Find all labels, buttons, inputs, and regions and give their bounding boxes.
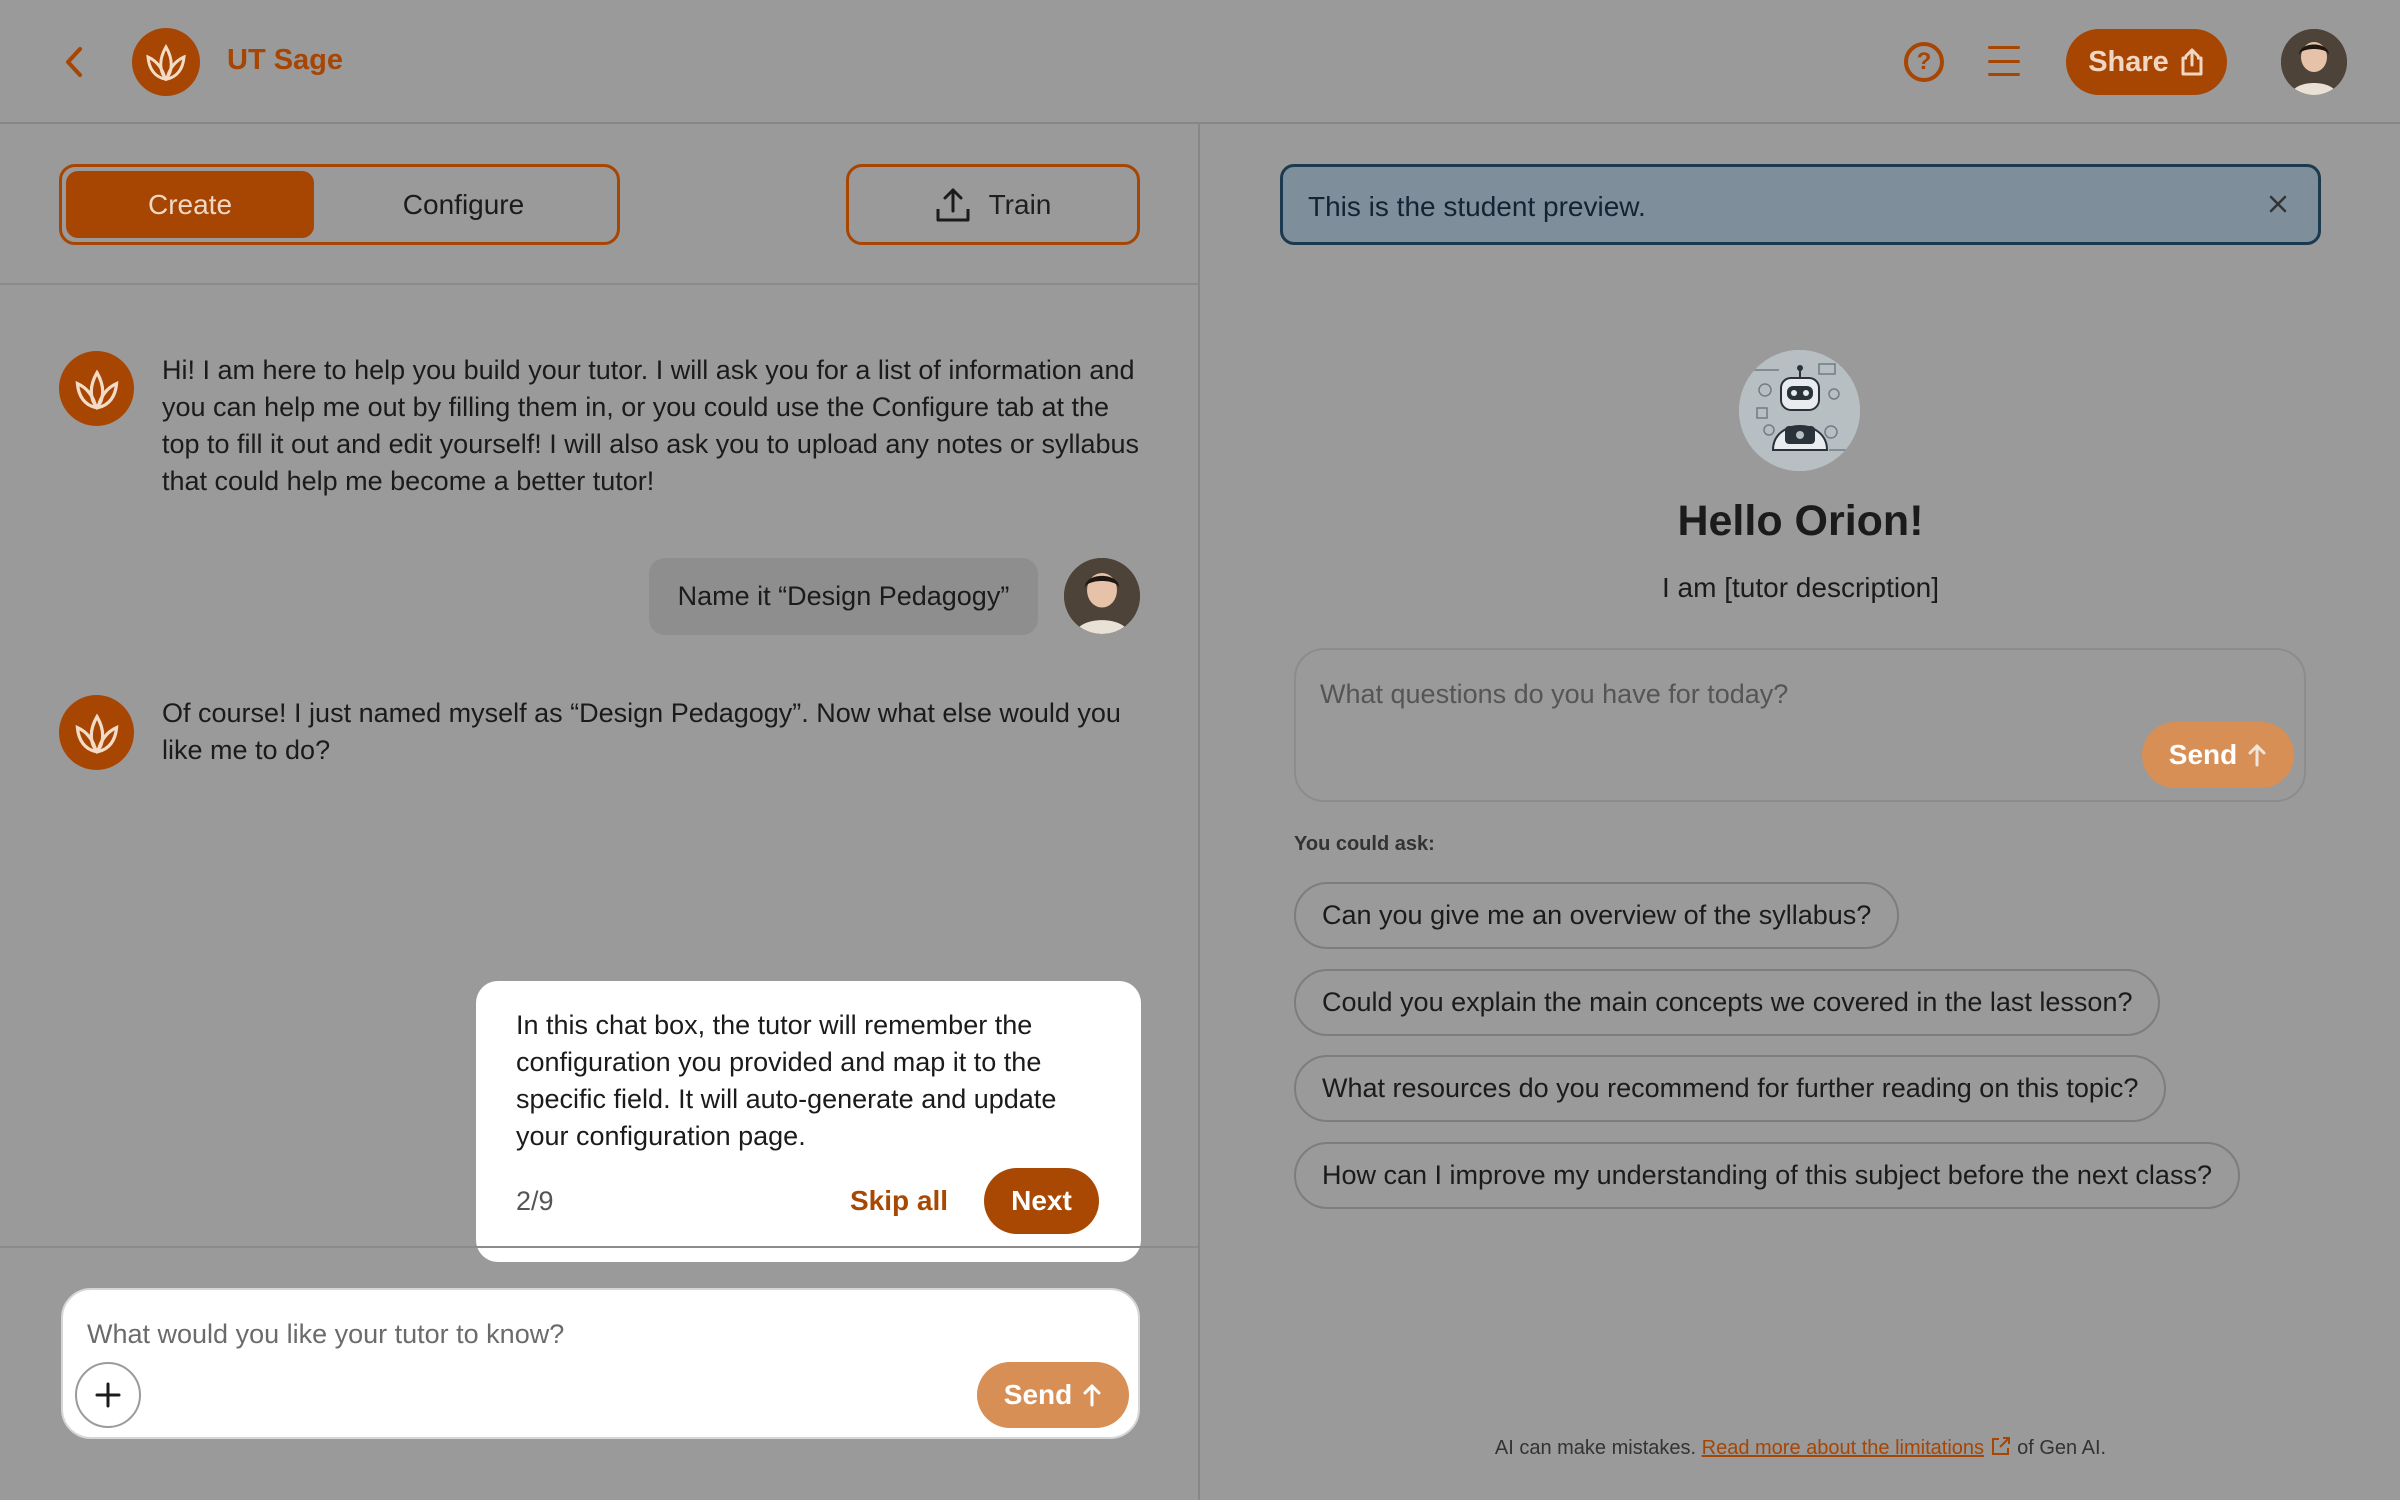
- close-icon: [2268, 194, 2288, 214]
- send-button[interactable]: [977, 1362, 1129, 1428]
- user-photo-icon: [1064, 558, 1140, 634]
- student-composer: [1294, 648, 2306, 802]
- question-circle-icon: ?: [1916, 48, 1932, 75]
- tutor-avatar: [1739, 350, 1860, 471]
- close-banner-button[interactable]: [2264, 189, 2292, 219]
- external-link-icon: [1990, 1435, 2012, 1457]
- chevron-left-icon: [63, 45, 85, 79]
- menu-line-2: [1988, 60, 2020, 63]
- tooltip-text: In this chat box, the tutor will remember the configuration you provided and map it to the specific field. It will auto-generate and update your configuration page.: [516, 1010, 1057, 1151]
- suggestion-chip[interactable]: Could you explain the main concepts we covered in the last lesson?: [1294, 969, 2160, 1036]
- hamburger-menu-icon: [1988, 46, 2020, 49]
- disclaimer-prefix: AI can make mistakes.: [1494, 1437, 1697, 1459]
- bot-message: Hi! I am here to help you build your tutor. I will ask you for a list of information and you can help me out by filling them in, or you could use the Configure tab at the top to fill it out and edit yourself! I will also ask you to upload any notes or syllabus that could help me become a better tutor!: [162, 355, 1140, 496]
- onboarding-tooltip: [476, 981, 1141, 1262]
- robot-icon: [1739, 350, 1860, 471]
- composer-divider: [0, 1246, 1198, 1248]
- send-label: Send: [1003, 1379, 1073, 1410]
- panel-divider: [1198, 124, 1200, 1500]
- send-label: Send: [2168, 739, 2238, 770]
- menu-line-3: [1988, 73, 2020, 76]
- tooltip-step-counter: 2/9: [516, 1186, 554, 1216]
- preview-banner-text: This is the student preview.: [1308, 191, 1646, 222]
- disclaimer-suffix: of Gen AI.: [2017, 1437, 2107, 1459]
- bot-message: Of course! I just named myself as “Design Pedagogy”. Now what else would you like me to do?: [162, 698, 1121, 765]
- skip-all-button[interactable]: Skip all: [850, 1185, 949, 1216]
- attach-button[interactable]: [75, 1362, 141, 1428]
- user-avatar[interactable]: [2281, 29, 2347, 95]
- tab-create[interactable]: Create: [66, 171, 314, 238]
- upload-icon: [935, 187, 971, 223]
- bot-avatar: [59, 351, 134, 426]
- top-header: [0, 0, 2400, 124]
- tutor-message-input[interactable]: [87, 1312, 987, 1356]
- bot-avatar: [59, 695, 134, 770]
- plus-icon: [94, 1381, 122, 1409]
- arrow-up-icon: [1082, 1383, 1102, 1407]
- next-button[interactable]: Next: [984, 1168, 1099, 1234]
- back-button[interactable]: [56, 42, 92, 82]
- tab-configure[interactable]: Configure: [402, 188, 525, 220]
- arrow-up-icon: [2247, 743, 2267, 767]
- student-send-button[interactable]: [2142, 722, 2294, 788]
- tutor-description: I am [tutor description]: [1661, 572, 1939, 603]
- train-label: Train: [988, 188, 1052, 220]
- leaf-logo-icon: [72, 364, 122, 414]
- student-preview-banner: [1280, 164, 2321, 245]
- train-button[interactable]: [846, 164, 1140, 245]
- app-logo: [132, 28, 200, 96]
- student-question-input[interactable]: [1320, 672, 2220, 716]
- suggestion-chip[interactable]: How can I improve my understanding of this subject before the next class?: [1294, 1142, 2240, 1209]
- share-upload-icon: [2179, 48, 2205, 76]
- suggestion-chip[interactable]: What resources do you recommend for further reading on this topic?: [1294, 1055, 2166, 1122]
- leaf-logo-icon: [143, 39, 189, 85]
- help-button[interactable]: [1904, 42, 1944, 82]
- menu-button[interactable]: [1988, 46, 2020, 76]
- share-button[interactable]: [2066, 29, 2227, 95]
- ai-disclaimer: [1280, 1435, 2321, 1460]
- tutor-composer: [61, 1288, 1140, 1439]
- suggestions-label: You could ask:: [1294, 833, 1435, 855]
- mode-tabs: [59, 164, 620, 245]
- limitations-link[interactable]: Read more about the limitations: [1701, 1437, 1985, 1459]
- share-label: Share: [2088, 45, 2169, 78]
- user-message-text: Name it “Design Pedagogy”: [677, 581, 1010, 611]
- leaf-logo-icon: [72, 708, 122, 758]
- user-message: [649, 558, 1038, 635]
- suggestion-chip[interactable]: Can you give me an overview of the syllabus?: [1294, 882, 1899, 949]
- user-photo-icon: [2281, 29, 2347, 95]
- tutor-greeting: Hello Orion!: [1677, 497, 1924, 545]
- chat-top-divider: [0, 283, 1198, 285]
- app-title: UT Sage: [227, 44, 344, 76]
- user-message-avatar: [1064, 558, 1140, 634]
